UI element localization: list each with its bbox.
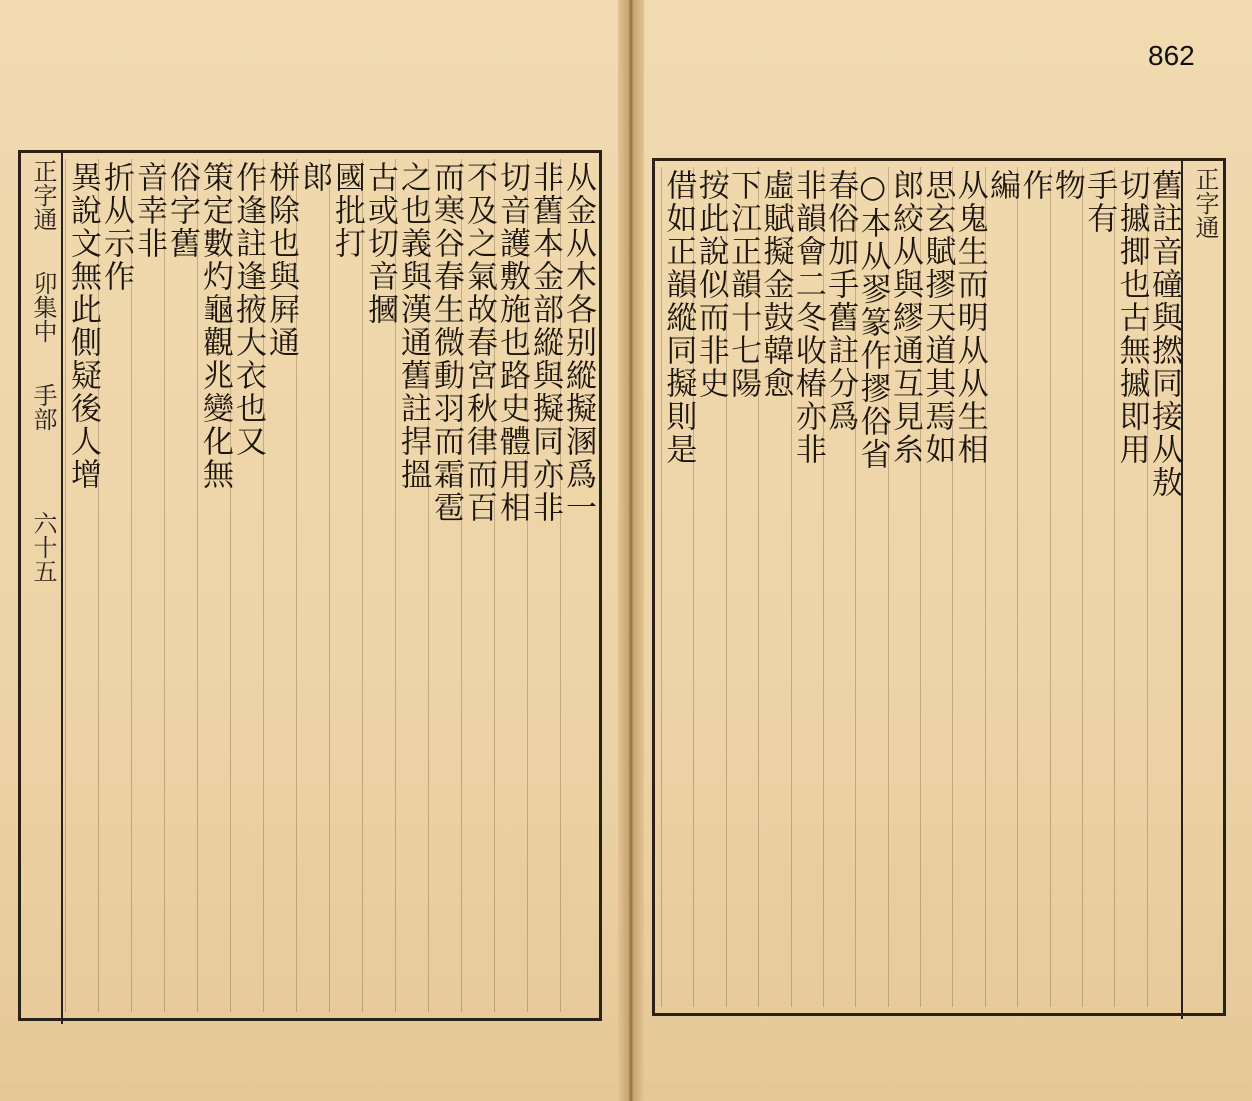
right-text-column: 按此說似而非史 [693,167,725,1007]
left-margin-title: 正字通 [29,159,57,231]
left-text-column: 从金从木各别縱擬溷爲一 [560,159,593,1012]
left-text-column: 音幸非 [131,159,164,1012]
right-text-column: 虛賦擬金鼓韓愈 [758,167,790,1007]
left-text-column: 國批打 [329,159,362,1012]
left-text-column: 折从示作 [98,159,131,1012]
book-gutter [618,0,644,1101]
right-text-column: 切摵揤也古無摵即用 [1114,167,1146,1007]
right-text-column: 舊註音䃥與撚同接从敖 [1147,167,1179,1007]
left-text-column: 古或切音摑 [362,159,395,1012]
left-text-column: 切音護敷施也路史體用相 [494,159,527,1012]
right-text-column: 物 [1050,167,1082,1007]
left-text-column: 非舊本金部縱與擬同亦非 [527,159,560,1012]
right-text-column: 春俗加手舊註分爲 [823,167,855,1007]
left-text-column: 之也義與漢通舊註捍搵 [395,159,428,1012]
right-text-column: ○本从翏篆作摎俗省 [855,167,887,1007]
left-margin-chapter: 卯集中 [29,271,57,343]
right-margin-title: 正字通 [1191,167,1219,239]
left-text-column: 異說文無此側疑後人增 [65,159,98,1012]
left-text-columns [65,159,596,1012]
right-text-column: 郎絞从與繆通互見糸 [888,167,920,1007]
left-text-column: 不及之氣故春宮秋律而百 [461,159,494,1012]
right-text-column: 手有 [1082,167,1114,1007]
right-text-column: 从鬼生而明从从生相 [952,167,984,1007]
left-text-column: 俗字舊 [164,159,197,1012]
left-margin-column [21,153,63,1024]
left-text-frame [18,150,602,1021]
left-text-column: 郞 [296,159,329,1012]
left-text-column: 而寒谷春生微動羽而霜雹 [428,159,461,1012]
right-text-column: 編 [985,167,1017,1007]
right-text-frame [652,158,1226,1016]
left-text-column: 策定數灼龜觀兆變化無 [197,159,230,1012]
left-text-column: 栟除也與屛通 [263,159,296,1012]
right-text-column: 下江正韻十七陽 [726,167,758,1007]
left-margin-folio: 六十五 [29,511,57,583]
left-margin-radical: 手部 [29,383,57,431]
right-text-column: 作 [1017,167,1049,1007]
right-text-column: 借如正韻縱同擬則是 [661,167,693,1007]
left-text-column: 作逢註逢掖大衣也又 [230,159,263,1012]
right-text-column: 思玄賦摎天道其焉如 [920,167,952,1007]
right-text-column: 非韻會二冬收椿亦非 [791,167,823,1007]
right-text-columns [660,167,1182,1007]
right-margin-column [1181,161,1223,1019]
page-number: 862 [1148,40,1195,71]
